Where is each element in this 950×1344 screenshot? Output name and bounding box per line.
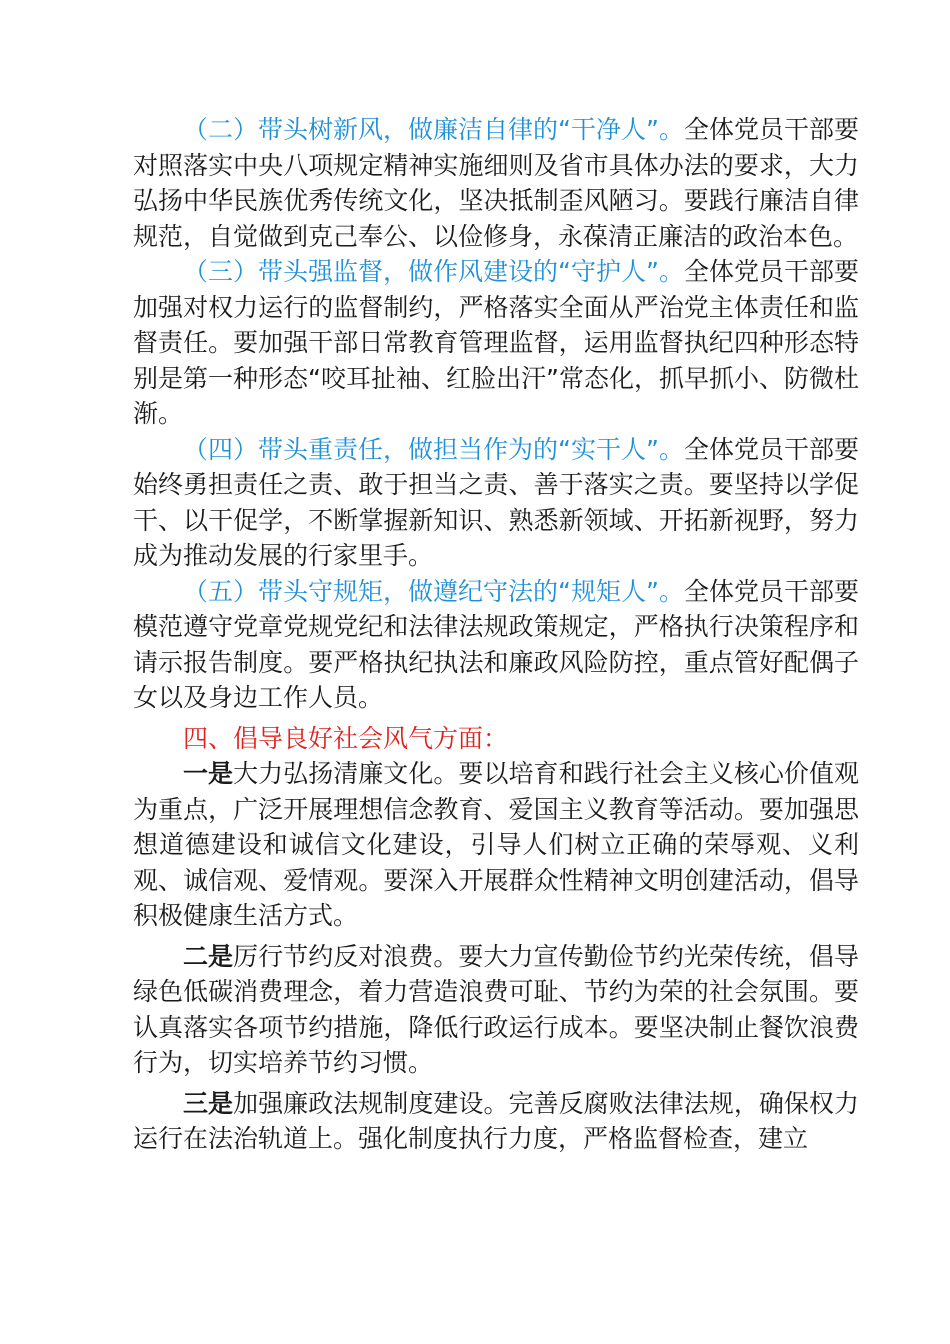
point-3 <box>133 1086 859 1157</box>
section-heading: 四、倡导良好社会风气方面： <box>183 723 509 753</box>
point-text: 厉行节约反对浪费。要大力宣传勤俭节约光荣传统，倡导绿色低碳消费理念，着力营造浪费可耻、节约为荣的社会氛围。要认真落实各项节约措施，降低行政运行成本。要坚决制止餐饮浪费行为，切实培养节约习惯。 <box>133 941 859 1077</box>
paragraph-3 <box>133 254 859 432</box>
paragraph-5 <box>133 574 859 716</box>
point-lead: 一是 <box>183 759 234 788</box>
paragraph-heading: （三）带头强监督，做作风建设的“守护人”。 <box>183 257 684 286</box>
point-text: 加强廉政法规制度建设。完善反腐败法律法规，确保权力运行在法治轨道上。强化制度执行力度，严格监督检查，建立 <box>133 1088 859 1153</box>
point-text: 大力弘扬清廉文化。要以培育和践行社会主义核心价值观为重点，广泛开展理想信念教育、爱国主义教育等活动。要加强思想道德建设和诚信文化建设，引导人们树立正确的荣辱观、义利观、诚信观、爱情观。要深入开展群众性精神文明创建活动，倡导积极健康生活方式。 <box>133 759 859 930</box>
paragraph-heading: （四）带头重责任，做担当作为的“实干人”。 <box>183 434 684 464</box>
paragraph-2 <box>133 112 859 254</box>
point-lead: 二是 <box>183 941 234 971</box>
paragraph-text: 全体党员干部要模范遵守党章党规党纪和法律法规政策规定，严格执行决策程序和请示报告制度。要严格执纪执法和廉政风险防控，重点管好配偶子女以及身边工作人员。 <box>133 576 859 712</box>
point-2 <box>133 939 859 1081</box>
document-body <box>133 112 859 1157</box>
paragraph-text: 全体党员干部要加强对权力运行的监督制约，严格落实全面从严治党主体责任和监督责任。要加强干部日常教育管理监督，运用监督执纪四种形态特别是第一种形态“咬耳扯袖、红脸出汗”常态化，抓早抓小、防微杜渐。 <box>133 257 859 428</box>
paragraph-text: 全体党员干部要对照落实中央八项规定精神实施细则及省市具体办法的要求，大力弘扬中华民族优秀传统文化，坚决抵制歪风陋习。要践行廉洁自律规范，自觉做到克己奉公、以俭修身，永葆清正廉洁的政治本色。 <box>133 115 859 251</box>
paragraph-heading: （二）带头树新风，做廉洁自律的“干净人”。 <box>183 115 684 144</box>
paragraph-4 <box>133 432 859 574</box>
point-lead: 三是 <box>183 1088 234 1118</box>
point-1 <box>133 756 859 934</box>
paragraph-heading: （五）带头守规矩，做遵纪守法的“规矩人”。 <box>183 576 684 606</box>
paragraph-text: 全体党员干部要始终勇担责任之责、敢于担当之责、善于落实之责。要坚持以学促干、以干促学，不断掌握新知识、熟悉新领域、开拓新视野，努力成为推动发展的行家里手。 <box>133 434 859 570</box>
